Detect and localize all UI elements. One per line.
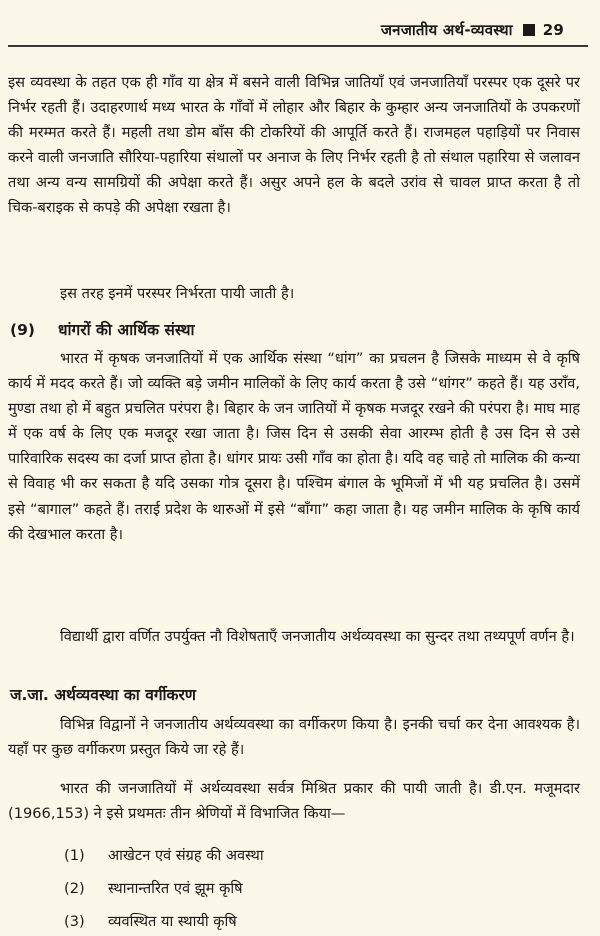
section-number: (9) (10, 321, 35, 339)
list-item: (2) स्थानान्तरित एवं झूम कृषि (64, 880, 243, 897)
section-heading-dhangar (10, 318, 195, 340)
section-title: धांगरों की आर्थिक संस्था (58, 321, 195, 339)
list-item: (3) व्यवस्थित या स्थायी कृषि (64, 913, 237, 930)
list-item: (1) आखेटन एवं संग्रह की अवस्था (64, 847, 264, 864)
running-title: जनजातीय अर्थ-व्यवस्था (380, 21, 513, 39)
paragraph-majumdar: भारत की जनजातियों में अर्थव्यवस्था सर्वत्र मिश्रित प्रकार की पायी जाती है। डी.एन. मजूमदार (1966,153) ने इसे प्रथमतः तीन श्रेणियों में विभाजित किया— (8, 780, 580, 823)
square-bullet-icon (523, 24, 535, 36)
paragraph-interdependence-summary: इस तरह इनमें परस्पर निर्भरता पायी जाती है। (60, 285, 295, 302)
paragraph-interdependence: इस व्यवस्था के तहत एक ही गाँव या क्षेत्र में बसने वाली विभिन्न जातियाँ एवं जनजातियाँ परस्पर एक दूसरे पर निर्भर रहती हैं। उदाहरणार्थ मध्य भारत के गाँवों में लोहार और बिहार के कुम्हार अन्य जनजातियों के उपकरणों की मरम्मत करते हैं। महली तथा डोम बाँस की टोकरियों की आपूर्ति करते हैं। राजमहल पहाड़ियों पर निवास करने वाली जनजाति सौरिया-पहारिया संथालों पर अनाज के लिए निर्भर रहती है तो संथाल पहारिया से जलावन तथा अन्य वन्य सामग्रियों की अपेक्षा करते हैं। असुर अपने हल के बदले उरांव से चावल प्राप्त करता है तो चिक-बराइक से कपड़े की अपेक्षा रखता है। (8, 74, 580, 217)
paragraph-classification-intro: विभिन्न विद्वानों ने जनजातीय अर्थव्यवस्था का वर्गीकरण किया है। इनकी चर्चा कर देना आवश्यक है। यहाँ पर कुछ वर्गीकरण प्रस्तुत किये जा रहे हैं। (8, 716, 580, 759)
paragraph-dhang-institution: भारत में कृषक जनजातियों में एक आर्थिक संस्था “धांग” का प्रचलन है जिसके माध्यम से वे कृषि कार्य में मदद करते हैं। जो व्यक्ति बड़े जमीन मालिकों के लिए कार्य करता है उसे “धांगर” कहते हैं। यह उराँव, मुण्डा तथा हो में बहुत प्रचलित परंपरा है। बिहार के जन जातियों में कृषक मजदूर रखने की परंपरा है। माघ माह में एक वर्ष के लिए एक मजदूर रखा जाता है। जिस दिन से उसकी सेवा आरम्भ होती है उस दिन से उसे पारिवारिक सदस्य का दर्जा प्राप्त होता है। धांगर प्रायः उसी गाँव का होता है। यदि वह चाहे तो मालिक की कन्या से विवाह भी कर सकता है यदि उसका गोत्र दूसरा है। पश्चिम बंगाल के भूमिजों में भी यह प्रचलित है। उसमें इसे “बागाल” कहते हैं। तराई प्रदेश के थारुओं में इसे “बाँगा” कहा जाता है। यह जमीन मालिक के कृषि कार्य की देखभाल करता है। (8, 350, 580, 543)
paragraph-nine-features: विद्यार्थी द्वारा वर्णित उपर्युक्त नौ विशेषताएँ जनजातीय अर्थव्यवस्था का सुन्दर तथा तथ्यपूर्ण वर्णन है। (60, 628, 575, 645)
header-rule (8, 45, 588, 47)
section-heading-classification: ज.जा. अर्थव्यवस्था का वर्गीकरण (10, 686, 197, 704)
running-header (381, 20, 564, 40)
page-number: 29 (542, 21, 564, 39)
